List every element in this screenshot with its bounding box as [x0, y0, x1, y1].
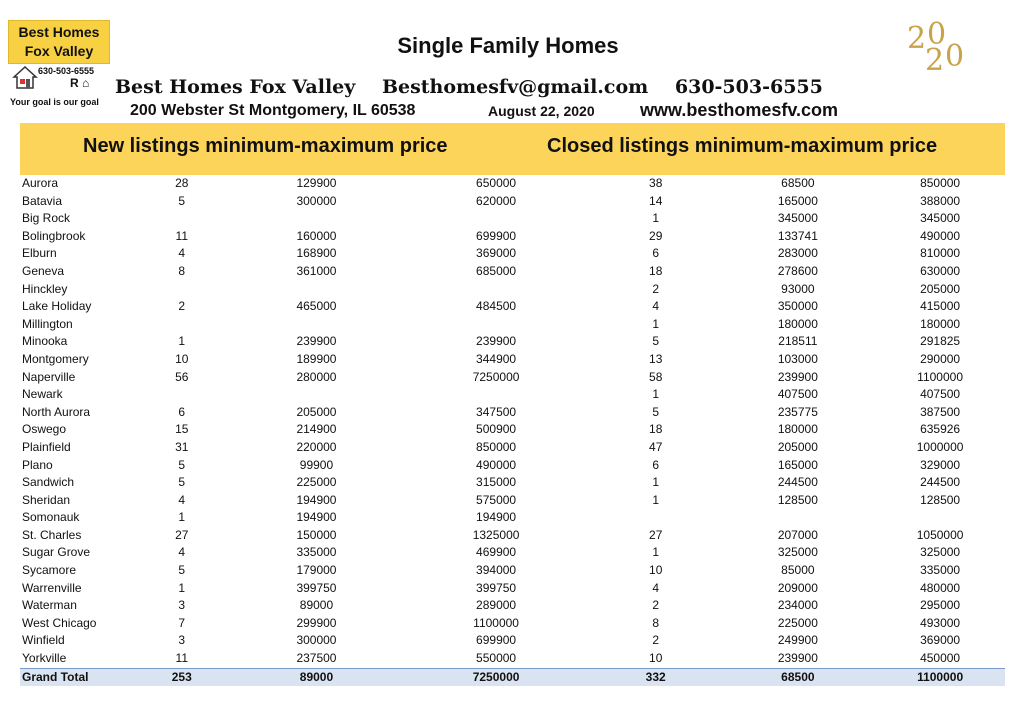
- new-count-cell: 56: [175, 369, 189, 384]
- listings-table: [20, 175, 1005, 686]
- year-digit-2: 0: [927, 17, 947, 52]
- town-cell: Plainfield: [22, 439, 71, 454]
- address: 200 Webster St Montgomery, IL 60538: [130, 102, 416, 119]
- new-count-cell: 5: [178, 193, 186, 208]
- new-listings-header: New listings minimum-maximum price: [83, 135, 448, 157]
- table-row: [20, 527, 1005, 545]
- closed-count-cell: 13: [649, 351, 663, 366]
- new-min-price-cell: 205000: [296, 404, 337, 419]
- new-max-price-cell: 347500: [476, 404, 517, 419]
- closed-count-cell: 27: [649, 527, 663, 542]
- closed-min-price-cell: 325000: [777, 545, 818, 560]
- closed-count-cell: 332: [591, 668, 721, 686]
- closed-min-price-cell: 165000: [777, 193, 818, 208]
- closed-count-cell: [591, 509, 721, 527]
- table-row: [20, 632, 1005, 650]
- new-max-price-cell: 620000: [476, 193, 517, 208]
- closed-min-price-cell: 249900: [777, 633, 818, 648]
- closed-count-cell: 6: [652, 457, 660, 472]
- new-count-cell: 27: [175, 527, 189, 542]
- closed-max-price-cell: 244500: [920, 475, 961, 490]
- new-count-cell: [132, 316, 232, 334]
- new-min-price-cell: 335000: [296, 545, 337, 560]
- table-row: [20, 369, 1005, 387]
- closed-max-price-cell: 407500: [920, 387, 961, 402]
- closed-max-price-cell: 387500: [920, 404, 961, 419]
- new-min-price-cell: 160000: [296, 228, 337, 243]
- closed-count-cell: 8: [652, 615, 660, 630]
- new-count-cell: 5: [178, 563, 186, 578]
- table-row: [20, 386, 1005, 404]
- report-date: August 22, 2020: [488, 103, 595, 119]
- table-row: [20, 439, 1005, 457]
- closed-max-price-cell: 480000: [920, 580, 961, 595]
- town-cell: Batavia: [22, 193, 63, 208]
- closed-count-cell: 2: [652, 281, 660, 296]
- closed-min-price-cell: 244500: [777, 475, 818, 490]
- new-max-price-cell: 7250000: [472, 369, 520, 384]
- new-max-price-cell: 699900: [476, 228, 517, 243]
- closed-min-price-cell: 68500: [781, 176, 815, 190]
- new-max-price-cell: [401, 316, 591, 334]
- new-max-price-cell: 550000: [476, 651, 517, 666]
- town-cell: Bolingbrook: [22, 228, 86, 243]
- new-count-cell: 31: [175, 439, 189, 454]
- town-cell: Plano: [22, 457, 53, 472]
- closed-max-price-cell: 490000: [920, 228, 961, 243]
- closed-max-price-cell: 295000: [920, 598, 961, 613]
- realtor-mark: R: [70, 76, 79, 90]
- table-row: [20, 175, 1005, 193]
- table-row: [20, 281, 1005, 299]
- closed-max-price-cell: 850000: [920, 176, 961, 190]
- town-cell: Geneva: [22, 263, 65, 278]
- closed-min-price-cell: 278600: [777, 263, 818, 278]
- new-max-price-cell: [401, 210, 591, 228]
- new-min-price-cell: 194900: [296, 492, 337, 507]
- new-max-price-cell: 394000: [476, 563, 517, 578]
- new-min-price-cell: [232, 316, 402, 334]
- new-min-price-cell: 189900: [296, 351, 337, 366]
- new-count-cell: 11: [175, 228, 188, 243]
- new-max-price-cell: 289000: [476, 598, 517, 613]
- new-min-price-cell: 299900: [296, 615, 337, 630]
- town-cell: Winfield: [22, 633, 65, 648]
- closed-min-price-cell: 180000: [777, 316, 818, 331]
- new-min-price-cell: [232, 281, 402, 299]
- new-count-cell: 6: [178, 404, 186, 419]
- table-row: [20, 509, 1005, 527]
- closed-count-cell: 1: [652, 475, 660, 490]
- closed-min-price-cell: 205000: [777, 439, 818, 454]
- closed-count-cell: 18: [649, 422, 663, 437]
- year-digit-1: 2: [907, 21, 927, 56]
- new-count-cell: 3: [178, 633, 186, 648]
- town-cell: Montgomery: [22, 351, 89, 366]
- closed-min-price-cell: 218511: [778, 334, 818, 349]
- table-row: [20, 650, 1005, 668]
- town-cell: Sheridan: [22, 492, 71, 507]
- closed-count-cell: 18: [649, 263, 663, 278]
- new-count-cell: 253: [132, 668, 232, 686]
- new-min-price-cell: 129900: [296, 176, 337, 190]
- table-row: [20, 210, 1005, 228]
- closed-count-cell: 29: [649, 228, 663, 243]
- closed-count-cell: 1: [652, 545, 660, 560]
- new-count-cell: 28: [175, 176, 189, 190]
- closed-count-cell: 47: [649, 439, 663, 454]
- table-row: [20, 333, 1005, 351]
- new-max-price-cell: 699900: [476, 633, 517, 648]
- closed-min-price-cell: 128500: [777, 492, 818, 507]
- closed-count-cell: 5: [652, 334, 660, 349]
- closed-count-cell: 10: [649, 651, 663, 666]
- closed-count-cell: 14: [649, 193, 663, 208]
- closed-count-cell: 2: [652, 633, 660, 648]
- town-cell: Warrenville: [22, 580, 82, 595]
- town-cell: Grand Total: [20, 668, 132, 686]
- new-max-price-cell: 1100000: [473, 615, 519, 630]
- closed-min-price-cell: 68500: [721, 668, 876, 686]
- table-row: [20, 580, 1005, 598]
- table-row: [20, 298, 1005, 316]
- table-row: [20, 316, 1005, 334]
- table-row: [20, 228, 1005, 246]
- town-cell: Somonauk: [22, 510, 80, 525]
- new-min-price-cell: 89000: [232, 668, 402, 686]
- new-max-price-cell: 650000: [476, 176, 517, 190]
- new-count-cell: 2: [178, 299, 186, 314]
- new-min-price-cell: 300000: [296, 633, 337, 648]
- new-max-price-cell: 575000: [476, 492, 517, 507]
- town-cell: Oswego: [22, 422, 67, 437]
- new-min-price-cell: 237500: [296, 651, 337, 666]
- town-cell: Hinckley: [22, 281, 68, 296]
- table-row: [20, 544, 1005, 562]
- closed-min-price-cell: 209000: [777, 580, 818, 595]
- new-min-price-cell: [232, 386, 402, 404]
- website: www.besthomesfv.com: [640, 100, 839, 120]
- closed-min-price-cell: 133741: [777, 228, 818, 243]
- new-min-price-cell: 361000: [296, 263, 337, 278]
- new-min-price-cell: 280000: [296, 369, 337, 384]
- closed-count-cell: 10: [649, 563, 663, 578]
- new-max-price-cell: 7250000: [401, 668, 591, 686]
- logo-line1: Best Homes: [18, 24, 100, 40]
- closed-min-price-cell: [721, 509, 876, 527]
- closed-max-price-cell: 1100000: [875, 668, 1005, 686]
- closed-max-price-cell: 128500: [920, 492, 961, 507]
- new-min-price-cell: [232, 210, 402, 228]
- logo-tagline: Your goal is our goal: [10, 97, 99, 107]
- table-row: [20, 404, 1005, 422]
- closed-max-price-cell: 180000: [920, 316, 961, 331]
- new-min-price-cell: 239900: [296, 334, 337, 349]
- closed-min-price-cell: 235775: [777, 404, 818, 419]
- new-max-price-cell: 500900: [476, 422, 517, 437]
- new-min-price-cell: 89000: [299, 598, 334, 613]
- closed-max-price-cell: 1100000: [917, 369, 963, 384]
- new-count-cell: 4: [178, 545, 186, 560]
- new-max-price-cell: 1325000: [472, 527, 520, 542]
- closed-min-price-cell: 225000: [777, 615, 818, 630]
- town-cell: Sycamore: [22, 563, 77, 578]
- table-row: [20, 351, 1005, 369]
- new-count-cell: 10: [175, 351, 189, 366]
- section-header-band: [20, 123, 1005, 175]
- closed-min-price-cell: 93000: [781, 281, 815, 296]
- closed-max-price-cell: 369000: [920, 633, 961, 648]
- year-logo: [905, 17, 975, 80]
- closed-min-price-cell: 239900: [777, 369, 818, 384]
- closed-max-price-cell: 630000: [920, 263, 961, 278]
- closed-max-price-cell: 335000: [920, 563, 961, 578]
- town-cell: Millington: [22, 316, 73, 331]
- closed-count-cell: 1: [652, 492, 660, 507]
- new-count-cell: 8: [178, 263, 186, 278]
- new-count-cell: 4: [178, 492, 186, 507]
- closed-max-price-cell: 290000: [920, 351, 961, 366]
- new-max-price-cell: 469900: [476, 545, 517, 560]
- closed-max-price-cell: 325000: [920, 545, 961, 560]
- new-max-price-cell: 685000: [476, 263, 517, 278]
- year-digit-3: 2: [925, 43, 945, 78]
- logo-phone: 630-503-6555: [38, 66, 95, 76]
- new-count-cell: 15: [175, 422, 189, 437]
- contact-line: [115, 76, 843, 98]
- town-cell: Yorkville: [22, 651, 67, 666]
- new-max-price-cell: 850000: [476, 439, 517, 454]
- table-row: [20, 457, 1005, 475]
- town-cell: Newark: [22, 387, 63, 402]
- town-cell: Elburn: [22, 246, 57, 261]
- logo-line2: Fox Valley: [24, 43, 94, 59]
- closed-min-price-cell: 239900: [777, 651, 818, 666]
- new-max-price-cell: 484500: [476, 299, 517, 314]
- closed-max-price-cell: 205000: [920, 281, 961, 296]
- closed-min-price-cell: 407500: [777, 387, 818, 402]
- new-max-price-cell: 399750: [476, 580, 517, 595]
- closed-max-price-cell: 291825: [920, 334, 961, 349]
- town-cell: Minooka: [22, 334, 68, 349]
- new-min-price-cell: 150000: [296, 527, 337, 542]
- new-min-price-cell: 194900: [296, 510, 337, 525]
- closed-min-price-cell: 283000: [777, 246, 818, 261]
- new-max-price-cell: 344900: [476, 351, 517, 366]
- closed-max-price-cell: 1000000: [916, 439, 964, 454]
- table-row: [20, 193, 1005, 211]
- new-min-price-cell: 179000: [296, 563, 337, 578]
- contact-phone: 630-503-6555: [674, 76, 823, 98]
- table-row: [20, 474, 1005, 492]
- equal-housing-icon: R ⌂: [70, 76, 90, 90]
- new-count-cell: 11: [175, 651, 188, 666]
- closed-min-price-cell: 345000: [777, 211, 818, 226]
- closed-min-price-cell: 180000: [777, 422, 818, 437]
- table-row: [20, 597, 1005, 615]
- town-cell: St. Charles: [22, 527, 82, 542]
- table-row: [20, 492, 1005, 510]
- new-count-cell: [132, 386, 232, 404]
- new-min-price-cell: 399750: [296, 580, 337, 595]
- closed-max-price-cell: 415000: [920, 299, 961, 314]
- table-row: [20, 615, 1005, 633]
- house-icon: [12, 64, 38, 90]
- closed-min-price-cell: 350000: [777, 299, 818, 314]
- new-count-cell: 1: [178, 510, 186, 525]
- town-cell: Aurora: [22, 176, 59, 190]
- closed-max-price-cell: 345000: [920, 211, 961, 226]
- new-count-cell: 4: [178, 246, 186, 261]
- closed-max-price-cell: 329000: [920, 457, 961, 472]
- new-min-price-cell: 99900: [299, 457, 334, 472]
- closed-min-price-cell: 165000: [777, 457, 818, 472]
- closed-min-price-cell: 103000: [777, 351, 818, 366]
- closed-max-price-cell: 1050000: [916, 527, 964, 542]
- closed-count-cell: 4: [652, 580, 660, 595]
- page-title: Single Family Homes: [397, 33, 619, 58]
- new-min-price-cell: 225000: [296, 475, 337, 490]
- grand-total-row: [20, 668, 1005, 686]
- closed-max-price-cell: 493000: [920, 615, 961, 630]
- new-count-cell: [132, 210, 232, 228]
- contact-name: Best Homes Fox Valley: [115, 76, 356, 98]
- new-count-cell: 3: [178, 598, 186, 613]
- town-cell: Big Rock: [22, 211, 71, 226]
- town-cell: North Aurora: [22, 404, 91, 419]
- table-row: [20, 562, 1005, 580]
- closed-count-cell: 4: [652, 299, 660, 314]
- year-digit-4: 0: [945, 39, 965, 74]
- new-max-price-cell: 369000: [476, 246, 517, 261]
- town-cell: Sandwich: [22, 475, 75, 490]
- closed-count-cell: 2: [652, 598, 660, 613]
- contact-email: Besthomesfv@gmail.com: [381, 76, 649, 98]
- closed-count-cell: 1: [652, 316, 660, 331]
- new-min-price-cell: 220000: [296, 439, 337, 454]
- closed-count-cell: 6: [652, 246, 660, 261]
- closed-max-price-cell: 635926: [920, 422, 961, 437]
- new-count-cell: 1: [178, 580, 186, 595]
- town-cell: Lake Holiday: [22, 299, 92, 314]
- new-max-price-cell: [401, 386, 591, 404]
- table-row: [20, 421, 1005, 439]
- new-min-price-cell: 300000: [296, 193, 337, 208]
- new-count-cell: 1: [178, 334, 186, 349]
- table-row: [20, 245, 1005, 263]
- table-row: [20, 263, 1005, 281]
- closed-count-cell: 5: [652, 404, 660, 419]
- closed-min-price-cell: 85000: [781, 563, 815, 578]
- closed-max-price-cell: 388000: [920, 193, 961, 208]
- new-count-cell: 5: [178, 457, 186, 472]
- closed-count-cell: 58: [649, 369, 663, 384]
- closed-max-price-cell: [875, 509, 1005, 527]
- new-max-price-cell: 194900: [476, 510, 517, 525]
- closed-listings-header: Closed listings minimum-maximum price: [547, 135, 938, 157]
- closed-max-price-cell: 450000: [920, 651, 961, 666]
- closed-min-price-cell: 207000: [777, 527, 818, 542]
- closed-min-price-cell: 234000: [777, 598, 818, 613]
- town-cell: West Chicago: [22, 615, 97, 630]
- closed-count-cell: 38: [649, 176, 663, 190]
- closed-count-cell: 1: [652, 211, 660, 226]
- closed-max-price-cell: 810000: [920, 246, 961, 261]
- new-count-cell: 7: [178, 615, 186, 630]
- town-cell: Sugar Grove: [22, 545, 91, 560]
- new-min-price-cell: 168900: [296, 246, 337, 261]
- town-cell: Waterman: [22, 598, 77, 613]
- new-max-price-cell: 315000: [476, 475, 517, 490]
- new-max-price-cell: 490000: [476, 457, 517, 472]
- new-count-cell: [132, 281, 232, 299]
- new-min-price-cell: 465000: [296, 299, 337, 314]
- closed-count-cell: 1: [652, 387, 660, 402]
- new-count-cell: 5: [178, 475, 186, 490]
- new-max-price-cell: 239900: [476, 334, 517, 349]
- new-min-price-cell: 214900: [296, 422, 337, 437]
- new-max-price-cell: [401, 281, 591, 299]
- town-cell: Naperville: [22, 369, 76, 384]
